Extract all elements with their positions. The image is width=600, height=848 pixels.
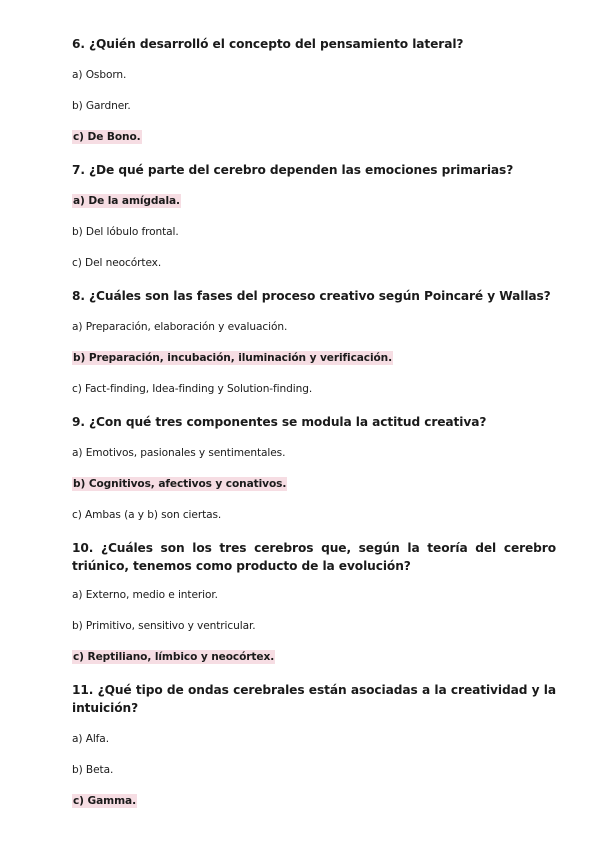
question-6-option-c-correct (72, 130, 142, 145)
question-10-option-c-correct (72, 650, 275, 665)
question-6-option-a: a) Osborn. (72, 69, 127, 81)
question-9-option-c: c) Ambas (a y b) son ciertas. (72, 509, 222, 521)
question-9-option-b-correct (72, 477, 287, 492)
question-8: 8. ¿Cuáles son las fases del proceso creativo según Poincaré y Wallas? (72, 289, 551, 303)
question-8-option-b-correct (72, 351, 393, 366)
correct-answer-highlight: c) Gamma. (73, 795, 137, 807)
question-7: 7. ¿De qué parte del cerebro dependen las emociones primarias? (72, 163, 514, 177)
question-10-option-b: b) Primitivo, sensitivo y ventricular. (72, 620, 256, 632)
question-11: 11. ¿Qué tipo de ondas cerebrales están asociadas a la creatividad y la intuición? (72, 683, 556, 715)
correct-answer-highlight: b) Cognitivos, afectivos y conativos. (73, 478, 287, 490)
question-6: 6. ¿Quién desarrolló el concepto del pensamiento lateral? (72, 37, 464, 51)
question-9: 9. ¿Con qué tres componentes se modula la actitud creativa? (72, 415, 487, 429)
question-6-option-b: b) Gardner. (72, 100, 131, 112)
question-10-option-a: a) Externo, medio e interior. (72, 589, 218, 601)
question-11-option-b: b) Beta. (72, 764, 114, 776)
question-7-option-a-correct (72, 194, 181, 209)
correct-answer-highlight: a) De la amígdala. (73, 195, 180, 207)
question-10: 10. ¿Cuáles son los tres cerebros que, según la teoría del cerebro triúnico, tenemos como producto de la evolución? (72, 541, 556, 573)
correct-answer-highlight: b) Preparación, incubación, iluminación y verificación. (73, 352, 393, 364)
correct-answer-highlight: c) De Bono. (73, 131, 141, 143)
question-11-option-a: a) Alfa. (72, 733, 109, 745)
question-11-option-c-correct (72, 794, 137, 809)
question-9-option-a: a) Emotivos, pasionales y sentimentales. (72, 447, 286, 459)
correct-answer-highlight: c) Reptiliano, límbico y neocórtex. (73, 651, 275, 663)
question-8-option-c: c) Fact-finding, Idea-finding y Solution-finding. (72, 383, 313, 395)
question-8-option-a: a) Preparación, elaboración y evaluación. (72, 321, 288, 333)
question-7-option-c: c) Del neocórtex. (72, 257, 162, 269)
question-7-option-b: b) Del lóbulo frontal. (72, 226, 179, 238)
